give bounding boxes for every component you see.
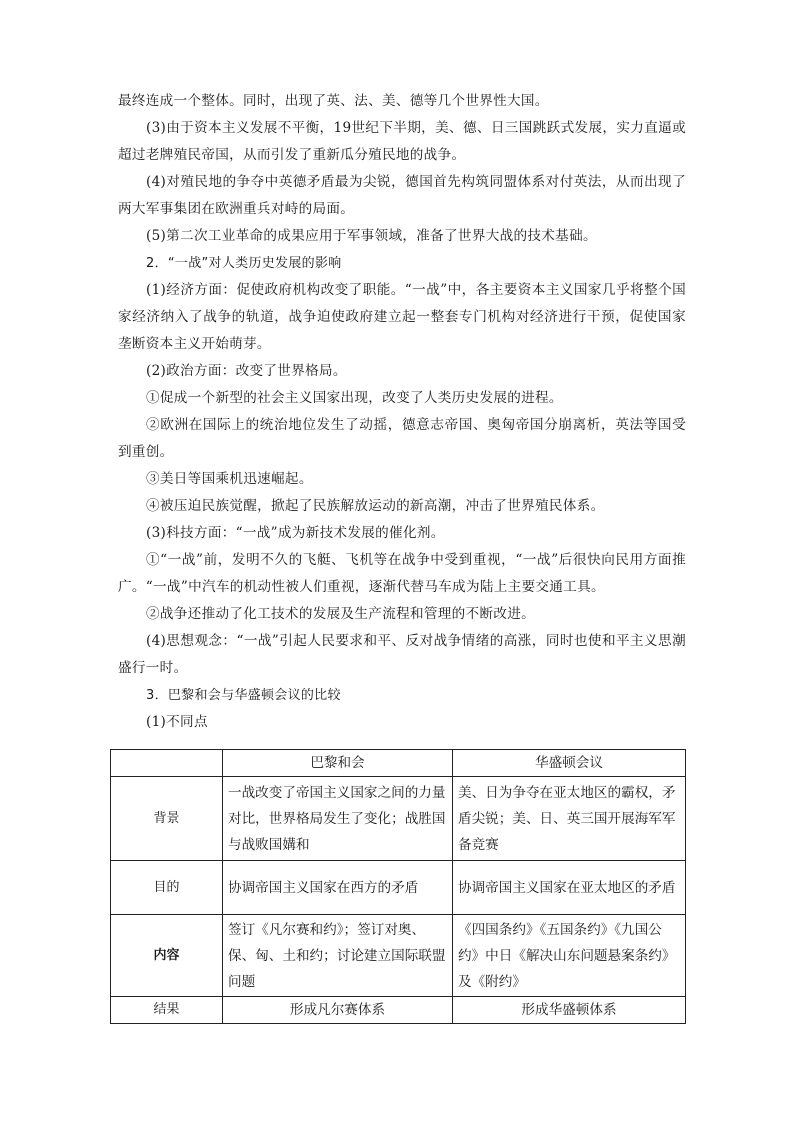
paragraph: ②战争还推动了化工技术的发展及生产流程和管理的不断改进。 (146, 606, 536, 622)
table-row (111, 777, 686, 861)
table-header-cell: 巴黎和会 (223, 750, 453, 777)
table-row (111, 997, 686, 1024)
paragraph: (4)思想观念：“一战”引起人民要求和平、反对战争情绪的高涨，同时也使和平主义思潮盛行一时。 (118, 633, 686, 676)
row-label: 背景 (111, 777, 223, 861)
section-heading: 3．巴黎和会与华盛顿会议的比较 (146, 688, 341, 703)
table-cell: 协调帝国主义国家在西方的矛盾 (223, 861, 453, 915)
table-cell: 一战改变了帝国主义国家之间的力量对比，世界格局发生了变化；战胜国与战败国媾和 (223, 777, 453, 861)
paragraph: (1)经济方面：促使政府机构改变了职能。“一战”中，各主要资本主义国家几乎将整个国家经济纳入了战争的轨道，战争迫使政府建立起一整套专门机构对经济进行干预，促使国家垄断资本主义开始萌芽。 (118, 282, 686, 352)
paragraph: (1)不同点 (146, 714, 208, 730)
paragraph: (3)科技方面：“一战”成为新技术发展的催化剂。 (146, 525, 445, 541)
row-label: 结果 (111, 997, 223, 1024)
table-row (111, 915, 686, 997)
paragraph: ②欧洲在国际上的统治地位发生了动摇，德意志帝国、奥匈帝国分崩离析，英法等国受到重创。 (118, 417, 686, 460)
comparison-table (110, 749, 686, 1024)
row-label: 目的 (111, 861, 223, 915)
paragraph: ①促成一个新型的社会主义国家出现，改变了人类历史发展的进程。 (146, 390, 563, 406)
row-label: 内容 (111, 915, 223, 997)
table-header-cell: 华盛顿会议 (453, 750, 686, 777)
paragraph: ③美日等国乘机迅速崛起。 (146, 471, 313, 487)
table-row (111, 861, 686, 915)
table-cell: 形成华盛顿体系 (453, 997, 686, 1024)
table-cell: 形成凡尔赛体系 (223, 997, 453, 1024)
table-header-row (111, 750, 686, 777)
paragraph: (2)政治方面：改变了世界格局。 (146, 363, 347, 379)
paragraph: (5)第二次工业革命的成果应用于军事领域，准备了世界大战的技术基础。 (146, 228, 597, 244)
table-cell: 《四国条约》《五国条约》《九国公约》中日《解决山东问题悬案条约》及《附约》 (453, 915, 686, 997)
document-body (118, 88, 686, 736)
paragraph: 最终连成一个整体。同时，出现了英、法、美、德等几个世界性大国。 (118, 93, 549, 109)
paragraph: (3)由于资本主义发展不平衡，19世纪下半期，美、德、日三国跳跃式发展，实力直逼或超过老牌殖民帝国，从而引发了重新瓜分殖民地的战争。 (118, 120, 686, 163)
table-cell: 美、日为争夺在亚太地区的霸权，矛盾尖锐；美、日、英三国开展海军军备竞赛 (453, 777, 686, 861)
table-header-cell (111, 750, 223, 777)
paragraph: (4)对殖民地的争夺中英德矛盾最为尖锐，德国首先构筑同盟体系对付英法，从而出现了两大军事集团在欧洲重兵对峙的局面。 (118, 174, 686, 217)
paragraph: ①“一战”前，发明不久的飞艇、飞机等在战争中受到重视，“一战”后很快向民用方面推广。“一战”中汽车的机动性被人们重视，逐渐代替马车成为陆上主要交通工具。 (118, 552, 686, 595)
table-cell: 协调帝国主义国家在亚太地区的矛盾 (453, 861, 686, 915)
section-heading: 2．“一战”对人类历史发展的影响 (146, 256, 342, 271)
table-cell: 签订《凡尔赛和约》；签订对奥、保、匈、土和约；讨论建立国际联盟问题 (223, 915, 453, 997)
paragraph: ④被压迫民族觉醒，掀起了民族解放运动的新高潮，冲击了世界殖民体系。 (146, 498, 605, 514)
